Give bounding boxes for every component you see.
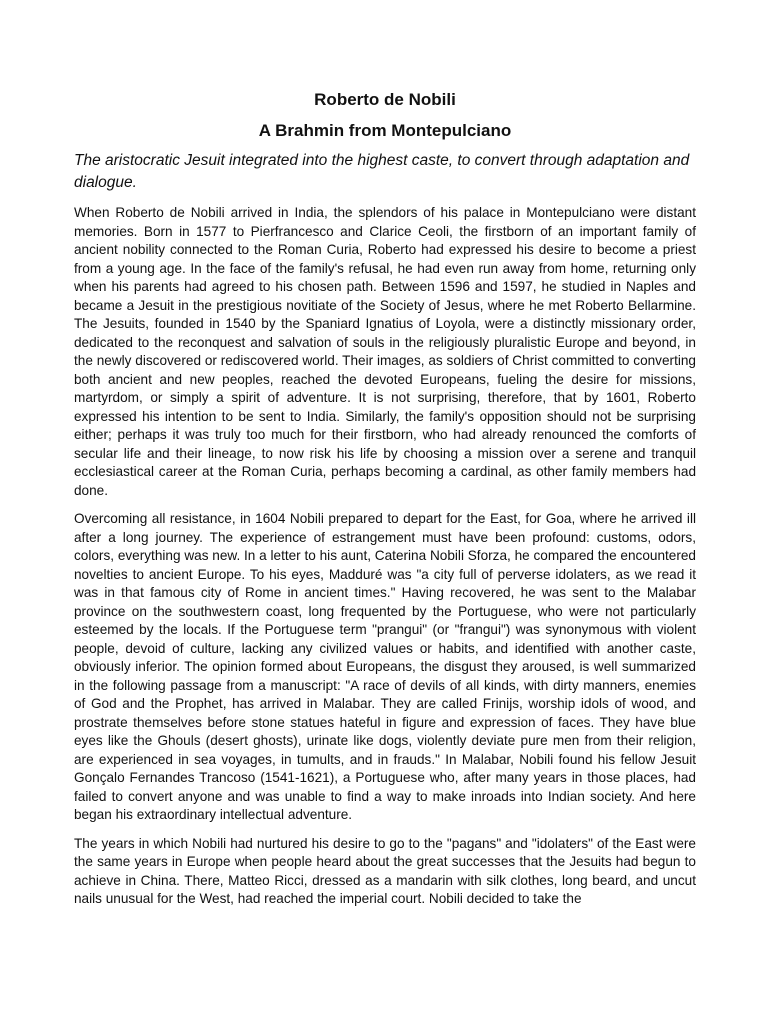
- body-paragraph-3: The years in which Nobili had nurtured his desire to go to the "pagans" and "idolaters" of the East were the same years in Europe when people heard about the great successes that the Jesuits had begun to achieve in China. There, Matteo Ricci, dressed as a mandarin with silk clothes, long beard, and uncut nails unusual for the West, had reached the imperial court. Nobili decided to take the: [74, 835, 696, 906]
- document-title: Roberto de Nobili: [314, 90, 456, 109]
- document-subtitle: The aristocratic Jesuit integrated into the highest caste, to convert through adaptation and dialogue.: [74, 152, 690, 191]
- document-heading: A Brahmin from Montepulciano: [258, 121, 512, 140]
- document-page: [74, 88, 696, 909]
- body-paragraph-1: When Roberto de Nobili arrived in India, the splendors of his palace in Montepulciano were distant memories. Born in 1577 to Pierfrancesco and Clarice Ceoli, the firstborn of an important family of ancient nobility connected to the Roman Curia, Roberto had expressed his desire to become a priest from a young age. In the face of the family's refusal, he had even run away from home, returning only when his parents had agreed to his chosen path. Between 1596 and 1597, he studied in Naples and became a Jesuit in the prestigious novitiate of the Society of Jesus, where he met Roberto Bellarmine. The Jesuits, founded in 1540 by the Spaniard Ignatius of Loyola, were a distinctly missionary order, dedicated to the reconquest and salvation of souls in the religiously pluralistic Europe and beyond, in the newly discovered or rediscovered world. Their images, as soldiers of Christ committed to converting both ancient and new peoples, reached the devoted Europeans, fueling the desire for missions, martyrdom, or simply a spirit of adventure. It is not surprising, therefore, that by 1601, Roberto expressed his intention to be sent to India. Similarly, the family's opposition should not be surprising either; perhaps it was truly too much for their firstborn, who had already renounced the comforts of secular life and their lineage, to now risk his life by choosing a mission over a serene and tranquil ecclesiastical career at the Roman Curia, perhaps becoming a cardinal, as other family members had done.: [74, 205, 696, 498]
- body-paragraph-2: Overcoming all resistance, in 1604 Nobili prepared to depart for the East, for Goa, where he arrived ill after a long journey. The experience of estrangement must have been profound: customs, odors, colors, everything was new. In a letter to his aunt, Caterina Nobili Sforza, he compared the encountered novelties to ancient Europe. To his eyes, Madduré was "a city full of perverse idolaters, as we read it was in that famous city of Rome in ancient times." Having recovered, he was sent to the Malabar province on the southwestern coast, long frequented by the Portuguese, who were not particularly esteemed by the locals. If the Portuguese term "prangui" (or "frangui") was synonymous with violent people, devoid of culture, lacking any civilized values or habits, and identified with another caste, obviously inferior. The opinion formed about Europeans, the disgust they aroused, is well summarized in the following passage from a manuscript: "A race of devils of all kinds, with dirty manners, enemies of God and the Prophet, has arrived in Malabar. They are called Frinijs, worship idols of wood, and prostrate themselves before stone statues hateful in figure and expression of faces. They have blue eyes like the Ghouls (desert ghosts), urinate like dogs, violently deviate pure men from their religion, are experienced in sea voyages, in tumults, and in frauds." In Malabar, Nobili found his fellow Jesuit Gonçalo Fernandes Trancoso (1541-1621), a Portuguese who, after many years in those places, had failed to convert anyone and was unable to find a way to make inroads into Indian society. And here began his extraordinary intellectual adventure.: [74, 511, 696, 822]
